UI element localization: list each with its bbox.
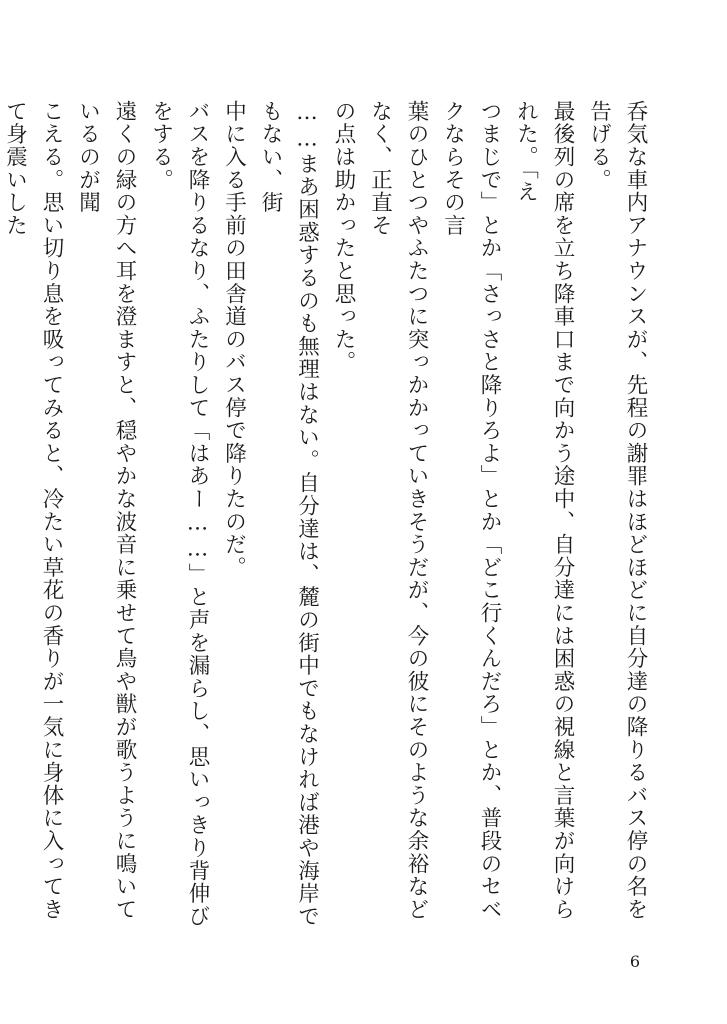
text-line-5: の点は助かったと思った。 [331,100,356,374]
text-line-9: 遠くの緑の方へ耳を澄ますと、穏やかな波音に乗せて鳥や獣が歌うように鳴いているのが聞 [75,100,137,921]
text-line-6: ……まあ困惑するのも無理はない。自分達は、麓の街中でもなければ港や海岸でもない、街 [258,100,320,928]
page-number: 6 [629,952,641,971]
vertical-text-body [2,100,653,930]
text-line-4: 葉のひとつやふたつに突っかかっていきそうだが、今の彼にそのような余裕などなく、正直そ [367,100,429,921]
text-line-10: こえる。思い切り息を吸ってみると、冷たい草花の香りが一気に身体に入ってきて身震いした [2,100,64,921]
text-line-8: バスを降りるなり、ふたりして「はあー……」と声を漏らし、思いっきり背伸びをする。 [148,100,210,928]
text-line-1: 呑気な車内アナウンスが、先程の謝罪はほどほどに自分達の降りるバス停の名を告げる。 [586,100,648,921]
text-line-3: つまじで」とか「さっさと降りろよ」とか「どこ行くんだろ」とか、普段のセベクならその言 [440,100,502,921]
text-line-2: 最後列の席を立ち降車口まで向かう途中、自分達には困惑の視線と言葉が向けられた。「え [513,100,575,921]
text-line-7: 中に入る手前の田舎道のバス停で降りたのだ。 [221,100,247,579]
